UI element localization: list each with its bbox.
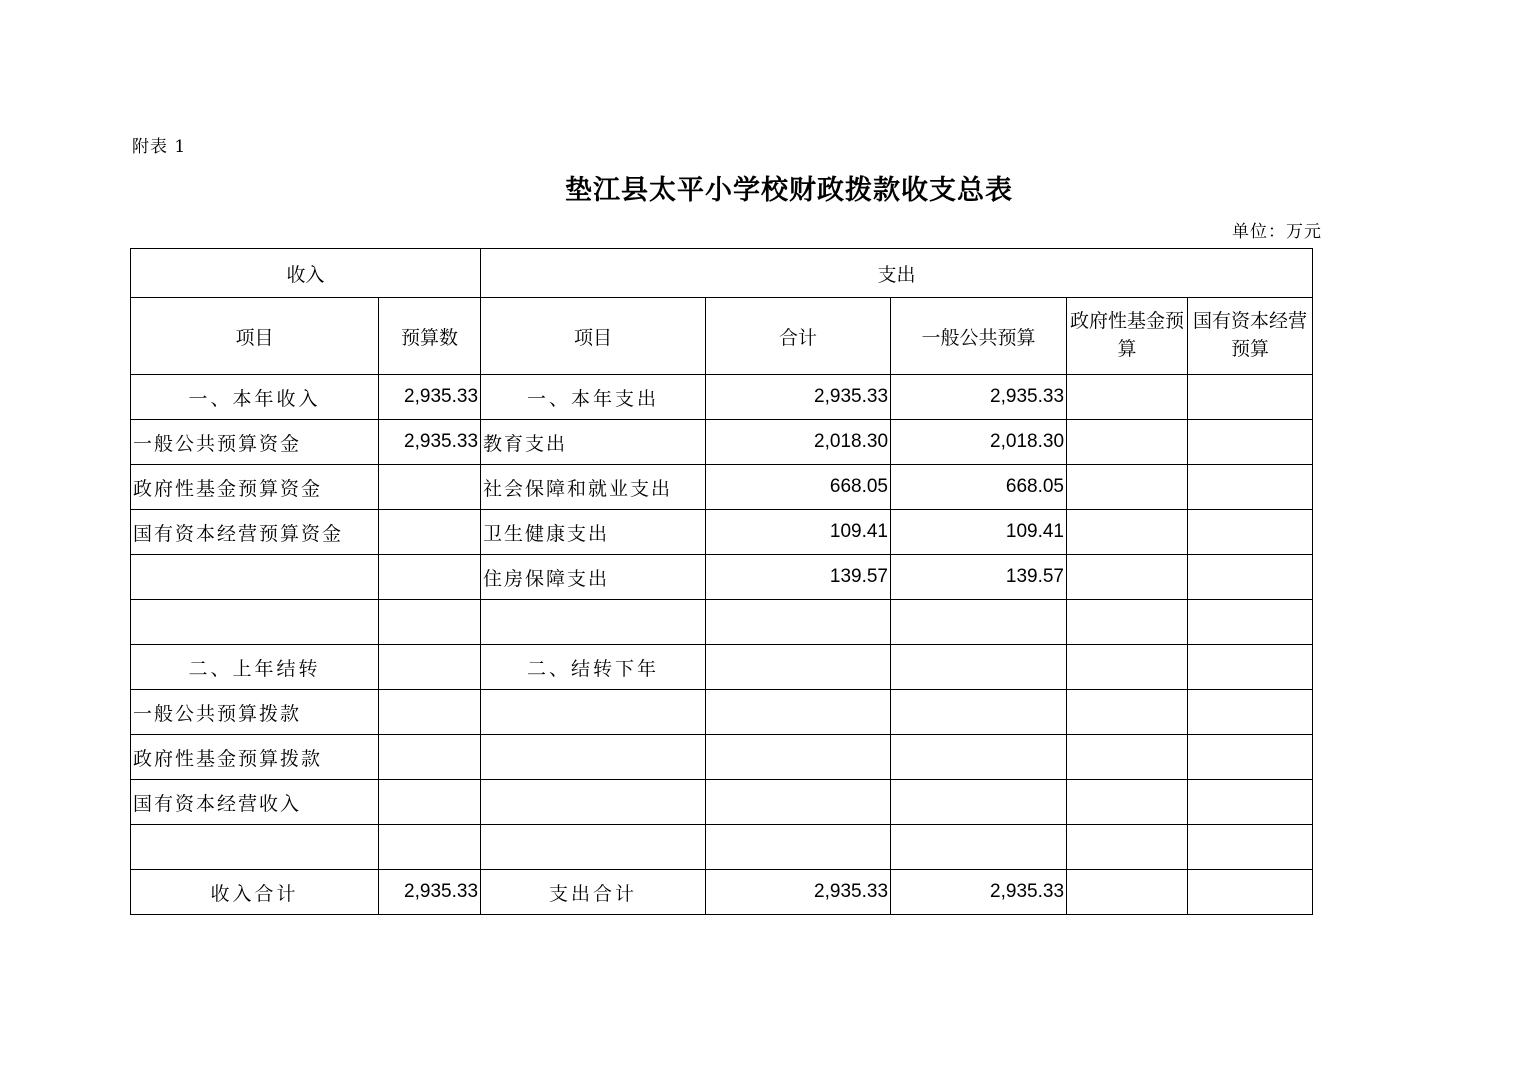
expense-item-header: 项目: [481, 298, 706, 375]
general-budget-cell: 2,018.30: [891, 420, 1067, 465]
income-item-header: 项目: [131, 298, 379, 375]
total-cell: 2,935.33: [706, 375, 891, 420]
total-cell: 2,018.30: [706, 420, 891, 465]
income-value-cell: [379, 510, 481, 555]
fund-budget-cell: [1067, 600, 1188, 645]
income-value-cell: [379, 555, 481, 600]
capital-budget-cell: [1188, 735, 1313, 780]
general-budget-cell: [891, 690, 1067, 735]
income-item-cell: 一、本年收入: [131, 375, 379, 420]
total-cell: [706, 690, 891, 735]
income-value-cell: [379, 465, 481, 510]
income-item-cell: [131, 555, 379, 600]
expense-item-cell: [481, 690, 706, 735]
unit-label: 单位：万元: [1232, 222, 1322, 242]
capital-budget-cell: [1188, 690, 1313, 735]
fund-budget-header: 政府性基金预算: [1067, 298, 1188, 375]
table-row: [131, 870, 1313, 915]
fund-budget-cell: [1067, 645, 1188, 690]
income-item-cell: 国有资本经营预算资金: [131, 510, 379, 555]
expense-item-cell: 教育支出: [481, 420, 706, 465]
income-value-cell: [379, 825, 481, 870]
table-row: [131, 465, 1313, 510]
general-budget-cell: 2,935.33: [891, 870, 1067, 915]
expense-item-cell: [481, 600, 706, 645]
income-item-cell: 一般公共预算资金: [131, 420, 379, 465]
table-row: [131, 825, 1313, 870]
table-row: [131, 600, 1313, 645]
expense-item-cell: [481, 825, 706, 870]
capital-budget-cell: [1188, 825, 1313, 870]
capital-budget-cell: [1188, 780, 1313, 825]
income-value-cell: 2,935.33: [379, 420, 481, 465]
capital-budget-cell: [1188, 645, 1313, 690]
general-budget-header: 一般公共预算: [891, 298, 1067, 375]
general-budget-cell: [891, 735, 1067, 780]
total-cell: [706, 780, 891, 825]
income-item-cell: 二、上年结转: [131, 645, 379, 690]
fund-budget-cell: [1067, 870, 1188, 915]
fund-budget-cell: [1067, 465, 1188, 510]
expense-item-cell: 支出合计: [481, 870, 706, 915]
budget-table: [130, 248, 1313, 915]
expense-item-cell: 社会保障和就业支出: [481, 465, 706, 510]
expense-item-cell: [481, 780, 706, 825]
total-cell: [706, 645, 891, 690]
income-item-cell: 政府性基金预算拨款: [131, 735, 379, 780]
capital-budget-cell: [1188, 465, 1313, 510]
capital-budget-cell: [1188, 870, 1313, 915]
page-title: 垫江县太平小学校财政拨款收支总表: [565, 175, 1013, 206]
income-value-cell: [379, 780, 481, 825]
expense-item-cell: 住房保障支出: [481, 555, 706, 600]
expense-header: 支出: [481, 249, 1313, 298]
general-budget-cell: 139.57: [891, 555, 1067, 600]
fund-budget-cell: [1067, 780, 1188, 825]
total-cell: 139.57: [706, 555, 891, 600]
capital-budget-header: 国有资本经营预算: [1188, 298, 1313, 375]
income-item-cell: 收入合计: [131, 870, 379, 915]
table-row: [131, 375, 1313, 420]
total-header: 合计: [706, 298, 891, 375]
income-value-cell: [379, 690, 481, 735]
fund-budget-cell: [1067, 735, 1188, 780]
income-value-cell: [379, 600, 481, 645]
fund-budget-cell: [1067, 555, 1188, 600]
fund-budget-cell: [1067, 690, 1188, 735]
income-item-cell: [131, 825, 379, 870]
header-row-top: [131, 249, 1313, 298]
fund-budget-cell: [1067, 510, 1188, 555]
table-row: [131, 735, 1313, 780]
income-value-cell: [379, 735, 481, 780]
total-cell: [706, 600, 891, 645]
general-budget-cell: [891, 645, 1067, 690]
general-budget-cell: 109.41: [891, 510, 1067, 555]
table-row: [131, 555, 1313, 600]
capital-budget-cell: [1188, 420, 1313, 465]
capital-budget-cell: [1188, 375, 1313, 420]
table-row: [131, 645, 1313, 690]
general-budget-cell: 2,935.33: [891, 375, 1067, 420]
table-row: [131, 420, 1313, 465]
income-value-cell: 2,935.33: [379, 375, 481, 420]
income-value-cell: [379, 645, 481, 690]
general-budget-cell: [891, 825, 1067, 870]
capital-budget-cell: [1188, 510, 1313, 555]
fund-budget-cell: [1067, 420, 1188, 465]
table-row: [131, 510, 1313, 555]
income-value-cell: 2,935.33: [379, 870, 481, 915]
expense-item-cell: [481, 735, 706, 780]
fund-budget-cell: [1067, 825, 1188, 870]
general-budget-cell: 668.05: [891, 465, 1067, 510]
general-budget-cell: [891, 780, 1067, 825]
income-header: 收入: [131, 249, 481, 298]
total-cell: [706, 735, 891, 780]
expense-item-cell: 卫生健康支出: [481, 510, 706, 555]
expense-item-cell: 一、本年支出: [481, 375, 706, 420]
header-row-columns: [131, 298, 1313, 375]
expense-item-cell: 二、结转下年: [481, 645, 706, 690]
capital-budget-cell: [1188, 600, 1313, 645]
attachment-label: 附表 1: [132, 137, 187, 157]
income-item-cell: [131, 600, 379, 645]
capital-budget-cell: [1188, 555, 1313, 600]
general-budget-cell: [891, 600, 1067, 645]
income-item-cell: 一般公共预算拨款: [131, 690, 379, 735]
table-row: [131, 780, 1313, 825]
total-cell: [706, 825, 891, 870]
income-item-cell: 政府性基金预算资金: [131, 465, 379, 510]
income-item-cell: 国有资本经营收入: [131, 780, 379, 825]
table-row: [131, 690, 1313, 735]
income-budget-header: 预算数: [379, 298, 481, 375]
total-cell: 668.05: [706, 465, 891, 510]
fund-budget-cell: [1067, 375, 1188, 420]
total-cell: 2,935.33: [706, 870, 891, 915]
total-cell: 109.41: [706, 510, 891, 555]
